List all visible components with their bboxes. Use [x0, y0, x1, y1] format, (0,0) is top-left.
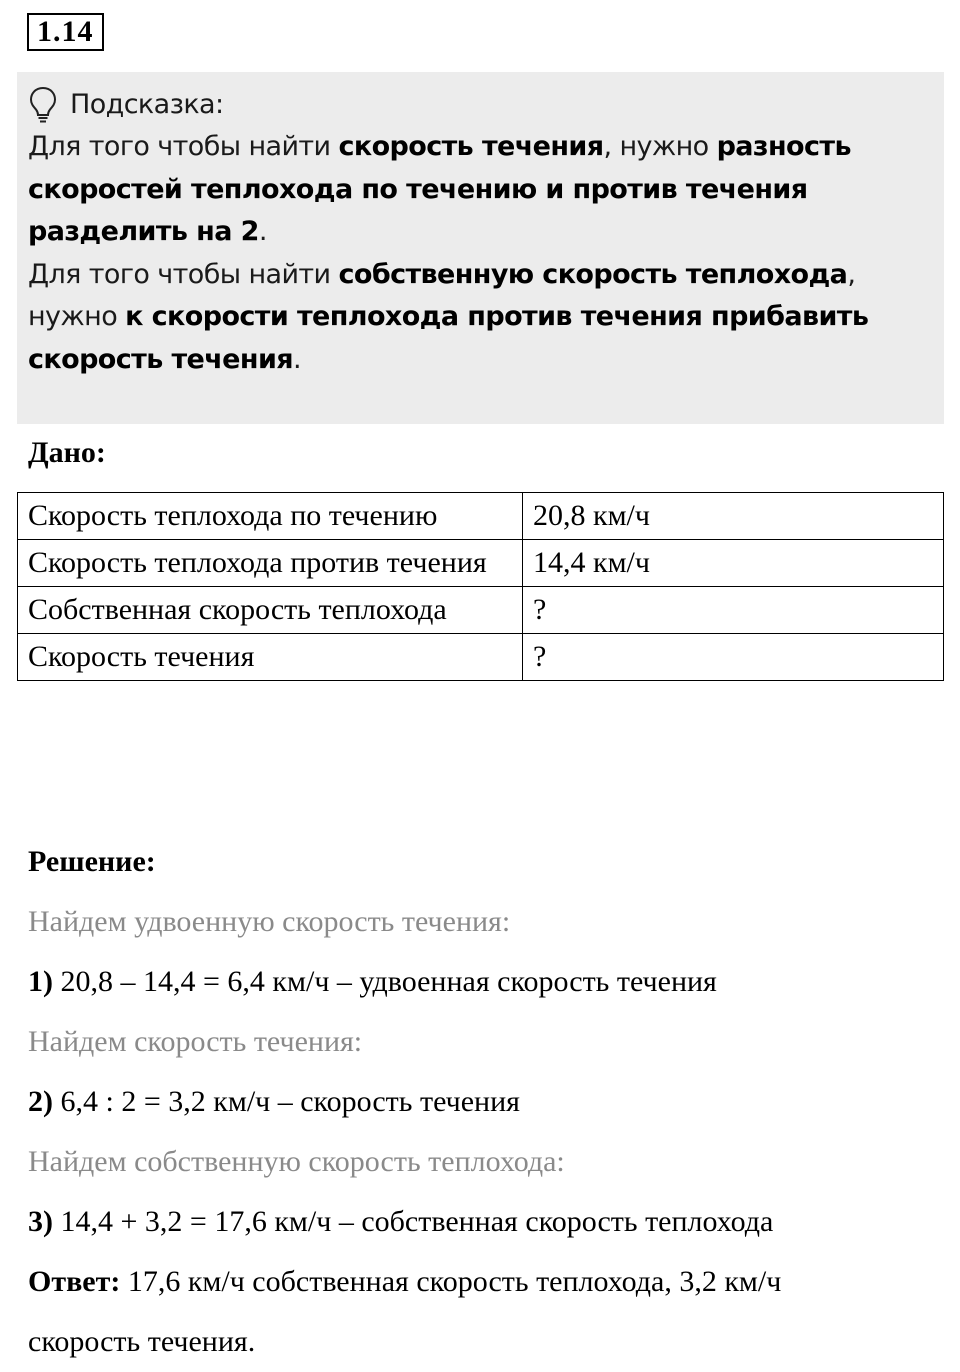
- given-label: Собственная скорость теплохода: [18, 587, 523, 634]
- given-label: Скорость течения: [18, 634, 523, 681]
- hint-header: [28, 84, 934, 126]
- given-value: 14,4 км/ч: [523, 540, 944, 587]
- given-label: Скорость теплохода против течения: [18, 540, 523, 587]
- given-label: Скорость теплохода по течению: [18, 493, 523, 540]
- step-line: 1) 20,8 – 14,4 = 6,4 км/ч – удвоенная скорость течения: [28, 965, 717, 998]
- hint-paragraph-1: Для того чтобы найти скорость течения, нужно разность скоростей теплохода по течению и против течения разделить на 2.: [28, 131, 851, 247]
- step-number: 3): [28, 1205, 53, 1238]
- table-row: [18, 634, 944, 681]
- answer-line-2: скорость течения.: [28, 1325, 256, 1358]
- given-value: ?: [523, 587, 944, 634]
- solution-title: Решение:: [28, 845, 156, 878]
- step-comment: Найдем скорость течения:: [28, 1025, 363, 1058]
- task-number: 1.14: [27, 13, 104, 51]
- step-line: 2) 6,4 : 2 = 3,2 км/ч – скорость течения: [28, 1085, 520, 1118]
- given-title: Дано:: [28, 436, 106, 469]
- answer-line: Ответ: 17,6 км/ч собственная скорость теплохода, 3,2 км/ч: [28, 1265, 782, 1298]
- table-row: [18, 540, 944, 587]
- given-table: [17, 492, 944, 681]
- table-row: [18, 587, 944, 634]
- hint-paragraph-2: Для того чтобы найти собственную скорость теплохода, нужно к скорости теплохода против течения прибавить скорость течения.: [28, 258, 869, 375]
- lightbulb-icon: [28, 86, 58, 124]
- given-value: ?: [523, 634, 944, 681]
- hint-title: Подсказка:: [70, 88, 224, 120]
- given-value: 20,8 км/ч: [523, 493, 944, 540]
- hint-box: [17, 72, 944, 424]
- step-comment: Найдем собственную скорость теплохода:: [28, 1145, 565, 1178]
- step-comment: Найдем удвоенную скорость течения:: [28, 905, 511, 938]
- answer-label: Ответ:: [28, 1265, 121, 1298]
- step-line: 3) 14,4 + 3,2 = 17,6 км/ч – собственная скорость теплохода: [28, 1205, 774, 1238]
- solution-section: [28, 832, 938, 1372]
- table-row: [18, 493, 944, 540]
- step-number: 1): [28, 965, 53, 998]
- step-number: 2): [28, 1085, 53, 1118]
